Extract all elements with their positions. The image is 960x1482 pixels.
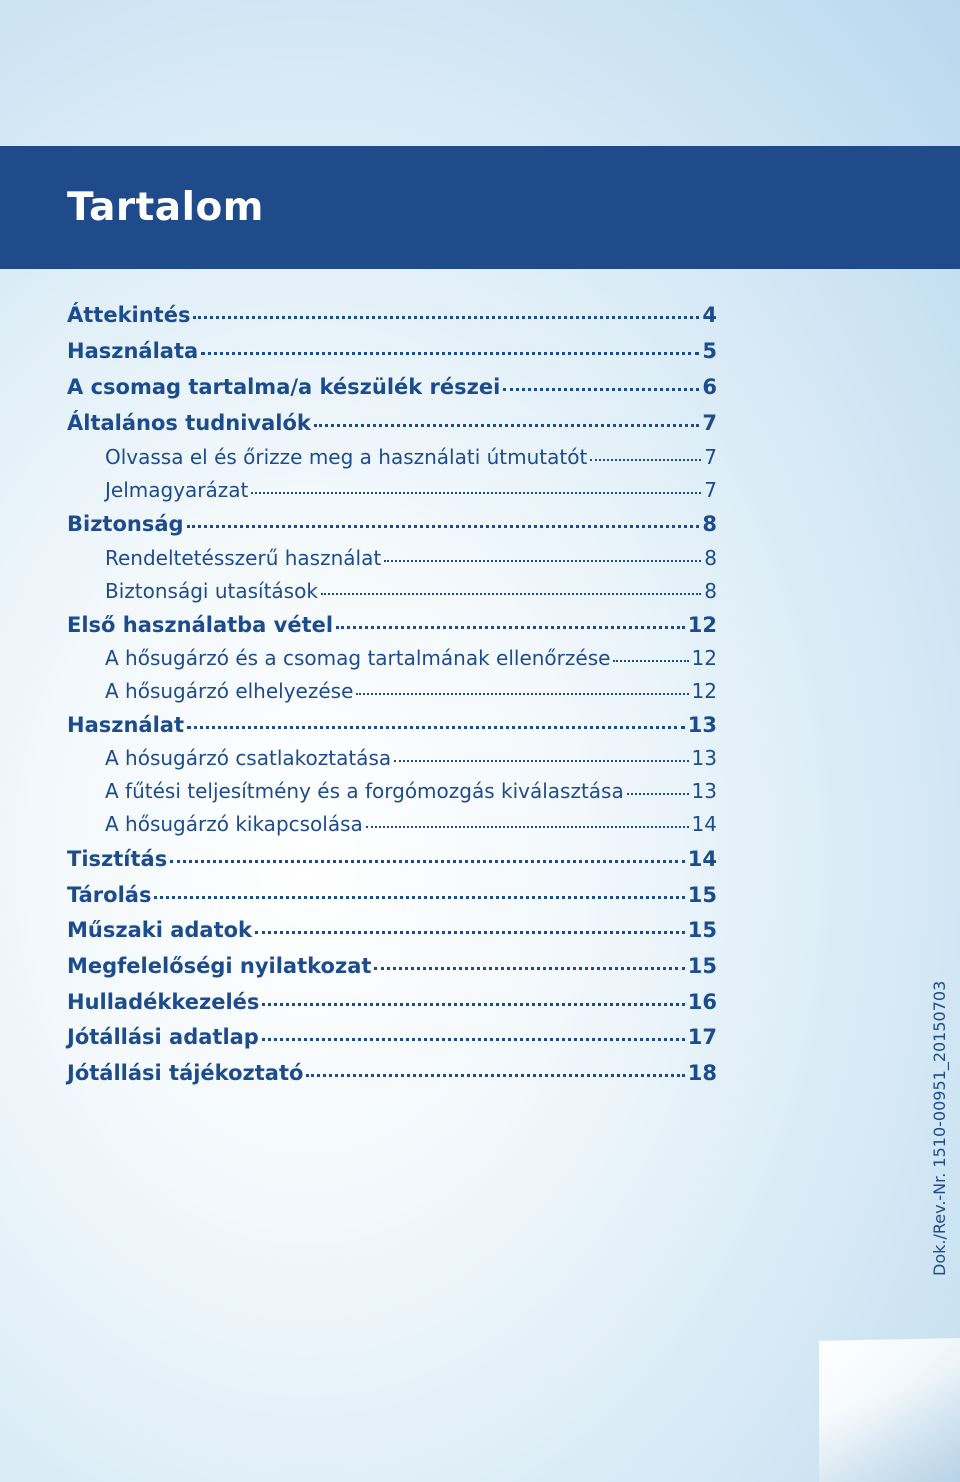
toc-dot-leader xyxy=(262,1038,685,1041)
toc-entry-page: 7 xyxy=(704,445,717,469)
toc-entry[interactable] xyxy=(67,411,717,435)
toc-entry-label: Megfelelőségi nyilatkozat xyxy=(67,954,372,978)
toc-entry-label: A fűtési teljesítmény és a forgómozgás kiválasztása xyxy=(105,779,624,803)
toc-entry-label: A csomag tartalma/a készülék részei xyxy=(67,375,501,399)
toc-entry[interactable] xyxy=(105,478,717,502)
toc-entry-page: 13 xyxy=(691,746,717,770)
document-number: Dok./Rev.-Nr. 1510-00951_20150703 xyxy=(930,980,949,1276)
toc-entry-page: 14 xyxy=(691,812,717,836)
toc-entry[interactable] xyxy=(105,746,717,770)
toc-entry-label: Biztonság xyxy=(67,512,184,536)
toc-dot-leader xyxy=(321,593,701,595)
toc-entry-label: Első használatba vétel xyxy=(67,613,334,637)
toc-entry-page: 7 xyxy=(702,411,717,435)
toc-dot-leader xyxy=(306,1074,684,1077)
toc-dot-leader xyxy=(201,352,699,355)
toc-entry[interactable] xyxy=(67,918,717,942)
toc-dot-leader xyxy=(356,693,688,695)
toc-entry[interactable] xyxy=(67,1061,717,1085)
toc-entry[interactable] xyxy=(105,646,717,670)
toc-entry[interactable] xyxy=(67,613,717,637)
toc-entry-label: Rendeltetésszerű használat xyxy=(105,546,382,570)
toc-entry-label: Jótállási tájékoztató xyxy=(67,1061,304,1085)
toc-entry[interactable] xyxy=(105,579,717,603)
toc-entry-page: 8 xyxy=(704,579,717,603)
toc-dot-leader xyxy=(627,793,689,795)
toc-dot-leader xyxy=(154,896,684,899)
toc-entry-page: 13 xyxy=(687,713,717,737)
toc-dot-leader xyxy=(187,525,700,528)
toc-entry-page: 15 xyxy=(687,918,717,942)
toc-dot-leader xyxy=(193,316,699,319)
page-title: Tartalom xyxy=(67,185,264,230)
toc-entry-label: Tisztítás xyxy=(67,847,168,871)
toc-entry[interactable] xyxy=(67,1025,717,1049)
toc-entry-label: Jótállási adatlap xyxy=(67,1025,259,1049)
toc-entry-label: A hósugárzó csatlakoztatása xyxy=(105,746,392,770)
toc-entry-page: 12 xyxy=(691,646,717,670)
toc-entry-label: Hulladékkezelés xyxy=(67,990,260,1014)
toc-entry-page: 14 xyxy=(687,847,717,871)
toc-entry-label: Műszaki adatok xyxy=(67,918,253,942)
toc-entry[interactable] xyxy=(105,779,717,803)
toc-dot-leader xyxy=(366,826,689,828)
toc-entry[interactable] xyxy=(105,546,717,570)
toc-entry-label: Használat xyxy=(67,713,184,737)
toc-dot-leader xyxy=(336,626,685,629)
toc-entry-page: 12 xyxy=(691,679,717,703)
toc-entry[interactable] xyxy=(67,713,717,737)
toc-entry-page: 16 xyxy=(687,990,717,1014)
page-curl xyxy=(819,1338,960,1482)
toc-entry[interactable] xyxy=(105,812,717,836)
toc-dot-leader xyxy=(251,492,701,494)
toc-dot-leader xyxy=(170,860,685,863)
toc-dot-leader xyxy=(255,931,685,934)
toc-entry-label: Tárolás xyxy=(67,883,152,907)
toc-entry[interactable] xyxy=(67,847,717,871)
toc-entry-page: 5 xyxy=(702,339,717,363)
toc-entry-label: Olvassa el és őrizze meg a használati útmutatót xyxy=(105,445,588,469)
toc-entry-label: Áttekintés xyxy=(67,303,191,327)
toc-entry[interactable] xyxy=(67,883,717,907)
toc-dot-leader xyxy=(503,388,699,391)
toc-dot-leader xyxy=(314,424,700,427)
toc-entry[interactable] xyxy=(67,339,717,363)
toc-entry-page: 18 xyxy=(687,1061,717,1085)
toc-entry[interactable] xyxy=(67,303,717,327)
toc-entry-label: Jelmagyarázat xyxy=(105,478,249,502)
toc-dot-leader xyxy=(187,726,685,729)
toc-entry-label: A hősugárzó elhelyezése xyxy=(105,679,354,703)
toc-entry[interactable] xyxy=(67,375,717,399)
toc-entry[interactable] xyxy=(67,990,717,1014)
toc-entry[interactable] xyxy=(105,679,717,703)
toc-entry-page: 15 xyxy=(687,883,717,907)
toc-dot-leader xyxy=(384,560,701,562)
toc-dot-leader xyxy=(262,1003,684,1006)
toc-entry[interactable] xyxy=(67,954,717,978)
toc-entry-page: 8 xyxy=(702,512,717,536)
toc-entry-page: 8 xyxy=(704,546,717,570)
toc-entry-page: 12 xyxy=(687,613,717,637)
toc-dot-leader xyxy=(613,660,688,662)
toc-entry-label: A hősugárzó kikapcsolása xyxy=(105,812,363,836)
toc-entry-label: A hősugárzó és a csomag tartalmának ellenőrzése xyxy=(105,646,611,670)
toc-entry-page: 7 xyxy=(704,478,717,502)
toc-entry[interactable] xyxy=(67,512,717,536)
toc-entry[interactable] xyxy=(105,445,717,469)
toc-entry-page: 6 xyxy=(702,375,717,399)
toc-entry-page: 13 xyxy=(691,779,717,803)
toc-entry-page: 17 xyxy=(687,1025,717,1049)
toc-entry-label: Általános tudnivalók xyxy=(67,411,311,435)
toc-entry-page: 4 xyxy=(702,303,717,327)
toc-dot-leader xyxy=(590,459,701,461)
toc-entry-label: Használata xyxy=(67,339,199,363)
toc-entry-label: Biztonsági utasítások xyxy=(105,579,318,603)
toc-dot-leader xyxy=(374,967,684,970)
toc-dot-leader xyxy=(394,760,688,762)
toc-entry-page: 15 xyxy=(687,954,717,978)
